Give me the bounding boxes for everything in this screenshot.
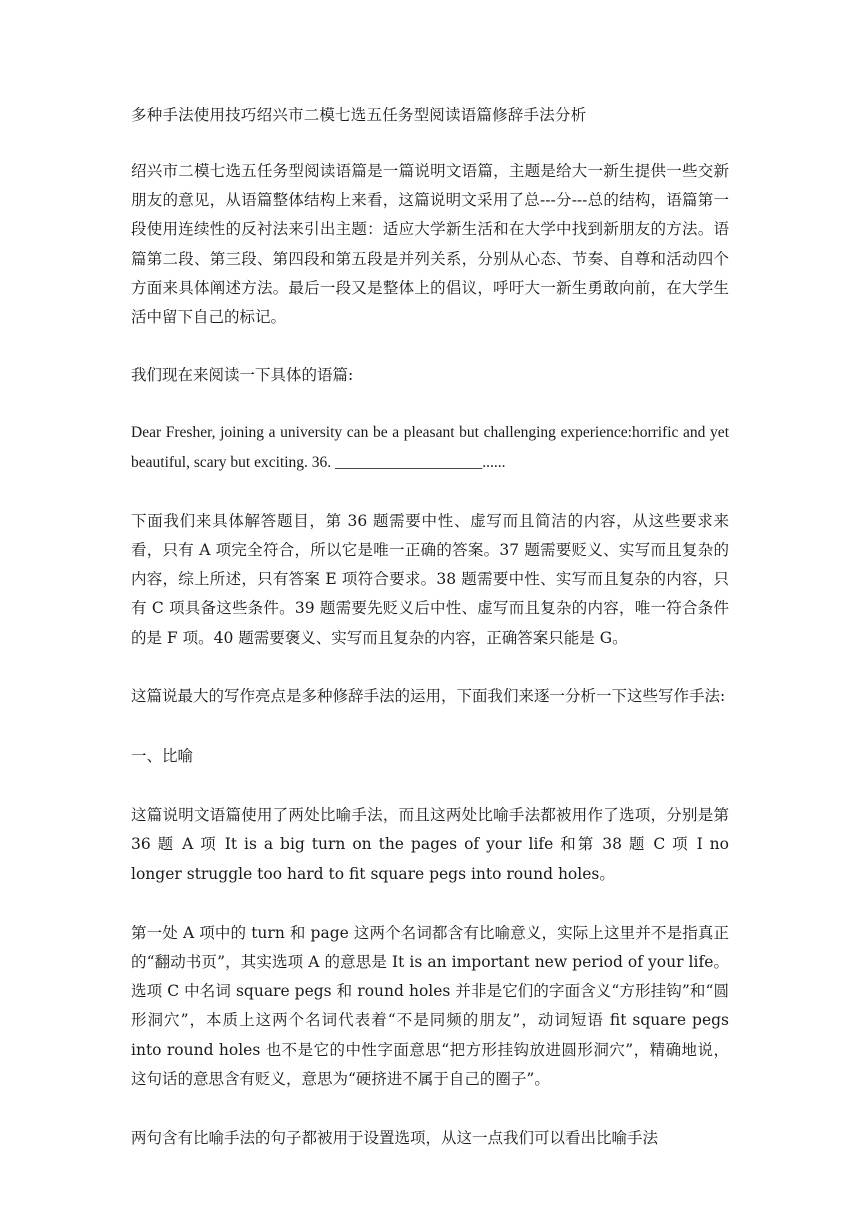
rhetoric-intro-paragraph: 这篇说最大的写作亮点是多种修辞手法的运用，下面我们来逐一分析一下这些写作手法: [131,686,726,705]
metaphor-conclusion-paragraph: 两句含有比喻手法的句子都被用于设置选项，从这一点我们可以看出比喻手法 [131,1129,659,1148]
answer-analysis-paragraph: 下面我们来具体解答题目，第 36 题需要中性、虚写而且简洁的内容，从这些要求来看，只有 A 项完全符合，所以它是唯一正确的答案。37 题需要贬义、实写而且复杂的内容，综上所述，只有答案 E 项符合要求。38 题需要中性、实写而且复杂的内容，只有 C 项具备这些条件。39 题需要先贬义后中性、虚写而且复杂的内容，唯一符合条件的是 F 项。40 题需要褒义、实写而且复杂的内容，正确答案只能是 G。 [131,511,729,647]
metaphor-detail-paragraph: 第一处 A 项中的 turn 和 page 这两个名词都含有比喻意义，实际上这里并不是指真正的“翻动书页”，其实选项 A 的意思是 It is an important new period of your life。选项 C 中名词 square pegs 和 round holes 并非是它们的字面含义“方形挂钩”和“圆形洞穴”，本质上这两个名词代表着“不是同频的朋友”，动词短语 fit square pegs into round holes 也不是它的中性字面意思“把方形挂钩放进圆形洞穴”，精确地说，这句话的意思含有贬义，意思为“硬挤进不属于自己的圈子”。 [131,923,729,1088]
passage-excerpt-paragraph: Dear Fresher, joining a university can be a pleasant but challenging experience:horrific and yet beautiful, scary but exciting. 36. ___________________...... [131,424,729,471]
intro-paragraph: 绍兴市二模七选五任务型阅读语篇是一篇说明文语篇，主题是给大一新生提供一些交新朋友的意见，从语篇整体结构上来看，这篇说明文采用了总---分---总的结构，语篇第一段使用连续性的反衬法来引出主题：适应大学新生活和在大学中找到新朋友的方法。语篇第二段、第三段、第四段和第五段是并列关系，分别从心态、节奏、自尊和活动四个方面来具体阐述方法。最后一段又是整体上的倡议，呼吁大一新生勇敢向前，在大学生活中留下自己的标记。 [131,162,729,327]
document-page [131,100,729,1153]
reading-prompt-paragraph: 我们现在来阅读一下具体的语篇: [131,366,354,385]
metaphor-overview-paragraph: 这篇说明文语篇使用了两处比喻手法，而且这两处比喻手法都被用作了选项，分别是第 36 题 A 项 It is a big turn on the pages of your life 和第 38 题 C 项 I no longer struggle too hard to fit square pegs into round holes。 [131,806,729,883]
document-title: 多种手法使用技巧绍兴市二模七选五任务型阅读语篇修辞手法分析 [131,106,587,124]
section-heading-metaphor: 一、比喻 [131,747,194,766]
